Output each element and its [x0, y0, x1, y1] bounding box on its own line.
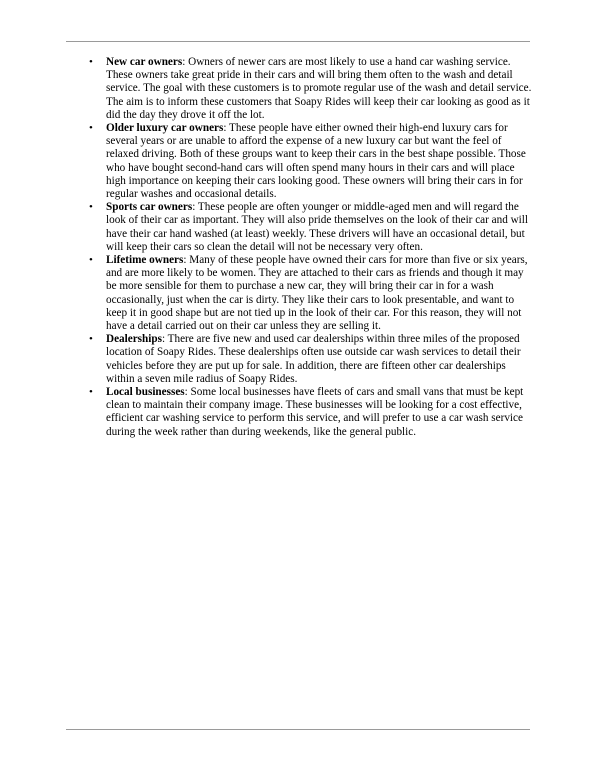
- segment-text: : These people are often younger or middle-aged men and will regard the look of their car as important. They will also pride themselves on the look of their car and will have their car hand washed (at least) weekly. These drivers will have an occasional detail, but will keep their cars so clean the detail will not be necessary very often.: [106, 201, 529, 253]
- bullet-icon: •: [89, 201, 93, 214]
- segment-text: : Owners of newer cars are most likely to use a hand car washing service. These owners take great pride in their cars and will bring them often to the wash and detail service. The goal with these customers is to promote regular use of the wash and detail service. The aim is to inform these customers that Soapy Rides will keep their car looking as good as it did the day they drove it off the lot.: [106, 56, 532, 121]
- bullet-icon: •: [89, 333, 93, 346]
- segment-lifetime-owners: [88, 254, 532, 333]
- bullet-icon: •: [89, 56, 93, 68]
- bullet-icon: •: [89, 122, 93, 135]
- segment-local-businesses: [88, 386, 532, 439]
- segment-sports-car-owners: [88, 201, 532, 254]
- segment-term: Dealerships: [106, 333, 162, 346]
- segment-term: Sports car owners: [106, 201, 193, 214]
- footer-rule: [66, 729, 530, 730]
- bullet-icon: •: [89, 386, 93, 399]
- segment-term: Older luxury car owners: [106, 122, 224, 135]
- segment-text: : There are five new and used car dealerships within three miles of the proposed location of Soapy Rides. These dealerships often use outside car wash services to detail their vehicles before they are put up for sale. In addition, there are fifteen other car dealerships within a seven mile radius of Soapy Rides.: [106, 333, 521, 385]
- header-rule: [66, 41, 530, 42]
- segment-term: New car owners: [106, 56, 183, 68]
- segment-text: : Some local businesses have fleets of cars and small vans that must be kept clean to maintain their company image. These businesses will be looking for a cost effective, efficient car washing service to perform this service, and will prefer to use a car wash service during the week rather than during weekends, like the general public.: [106, 386, 524, 438]
- segment-text: : Many of these people have owned their cars for more than five or six years, and are more likely to be women. They are attached to their cars as friends and though it may be more sensible for them to purchase a new car, they will bring their car in for a wash occasionally, just when the car is dirty. They like their cars to look presentable, and want to keep it in good shape but are not tied up in the look of their car. For this reason, they will not have a detail carried out on their car unless they are selling it.: [106, 254, 528, 333]
- document-body: [88, 56, 532, 439]
- segment-term: Local businesses: [106, 386, 185, 399]
- segment-new-car-owners: [88, 56, 532, 122]
- segment-older-luxury-car-owners: [88, 122, 532, 201]
- segment-dealerships: [88, 333, 532, 386]
- customer-segment-list: [88, 56, 532, 439]
- bullet-icon: •: [89, 254, 93, 267]
- segment-text: : These people have either owned their high-end luxury cars for several years or are unable to afford the expense of a new luxury car but want the feel of relaxed driving. Both of these groups want to keep their cars in the best shape possible. Those who have bought second-hand cars will often spend many hours in their cars and will place high importance on keeping their cars looking good. These owners will bring their cars in for regular washes and occasional details.: [106, 122, 526, 201]
- segment-term: Lifetime owners: [106, 254, 184, 267]
